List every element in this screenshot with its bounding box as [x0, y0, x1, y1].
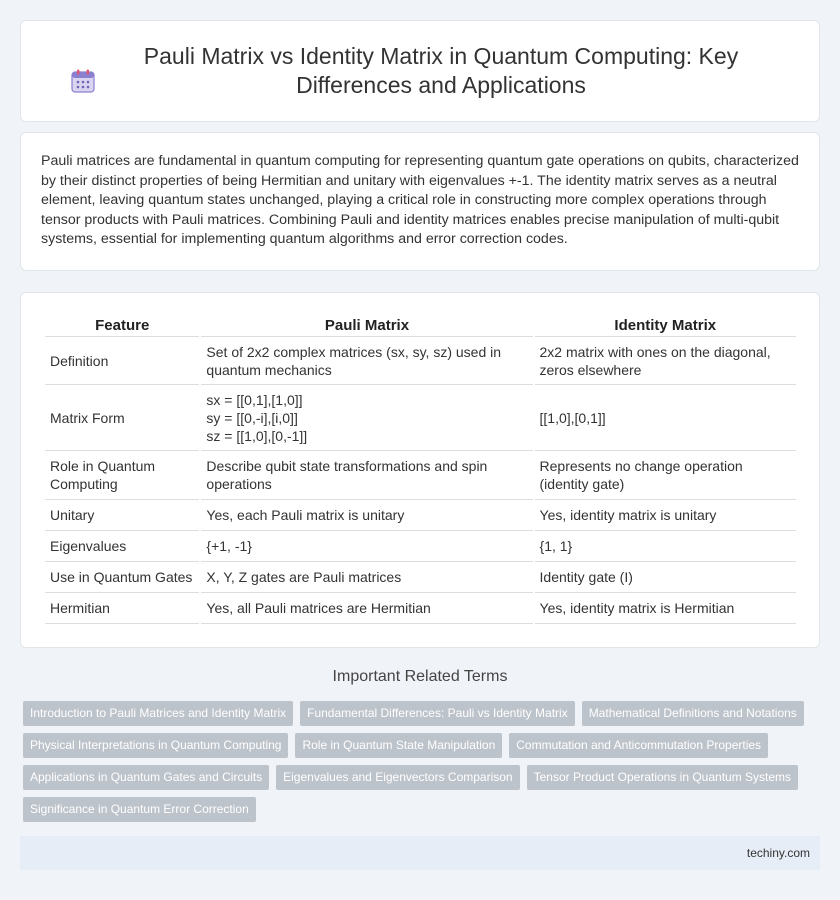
comparison-card: [20, 292, 820, 648]
cell-feature: Hermitian: [45, 593, 199, 624]
header-pauli: Pauli Matrix: [201, 313, 532, 337]
related-tag[interactable]: Applications in Quantum Gates and Circuits: [23, 765, 269, 790]
cell-feature: Unitary: [45, 500, 199, 531]
intro-card: [20, 132, 820, 271]
cell-feature: Matrix Form: [45, 385, 199, 451]
table-row: [45, 531, 796, 562]
related-tag[interactable]: Role in Quantum State Manipulation: [295, 733, 502, 758]
cell-pauli: [201, 385, 532, 451]
cell-feature: Definition: [45, 337, 199, 385]
cell-pauli: {+1, -1}: [201, 531, 532, 562]
cell-feature: Use in Quantum Gates: [45, 562, 199, 593]
related-tag[interactable]: Significance in Quantum Error Correction: [23, 797, 256, 822]
table-row: [45, 337, 796, 385]
title-wrap: [70, 42, 770, 100]
footer: [20, 836, 820, 870]
table-row: [45, 385, 796, 451]
cell-pauli: Yes, each Pauli matrix is unitary: [201, 500, 532, 531]
cell-identity: [[1,0],[0,1]]: [535, 385, 796, 451]
header-feature: Feature: [45, 313, 199, 337]
cell-pauli: Describe qubit state transformations and spin operations: [201, 451, 532, 500]
table-row: [45, 562, 796, 593]
related-tag[interactable]: Introduction to Pauli Matrices and Identity Matrix: [23, 701, 293, 726]
related-terms-title: Important Related Terms: [332, 668, 508, 685]
related-tag[interactable]: Physical Interpretations in Quantum Computing: [23, 733, 288, 758]
cell-feature: Role in Quantum Computing: [45, 451, 199, 500]
calendar-icon: [70, 68, 96, 94]
cell-identity: Represents no change operation (identity gate): [535, 451, 796, 500]
cell-identity: Yes, identity matrix is Hermitian: [535, 593, 796, 624]
related-tag[interactable]: Mathematical Definitions and Notations: [582, 701, 804, 726]
related-tag[interactable]: Tensor Product Operations in Quantum Systems: [527, 765, 798, 790]
cell-identity: {1, 1}: [535, 531, 796, 562]
matrix-line: sy = [[0,-i],[i,0]]: [206, 409, 298, 426]
related-tag[interactable]: Fundamental Differences: Pauli vs Identity Matrix: [300, 701, 575, 726]
table-header-row: [45, 313, 796, 337]
table-row: [45, 451, 796, 500]
cell-identity: Yes, identity matrix is unitary: [535, 500, 796, 531]
header-identity: Identity Matrix: [535, 313, 796, 337]
cell-pauli: Set of 2x2 complex matrices (sx, sy, sz) used in quantum mechanics: [201, 337, 532, 385]
related-tag[interactable]: Eigenvalues and Eigenvectors Comparison: [276, 765, 519, 790]
header-card: [20, 20, 820, 122]
cell-pauli: Yes, all Pauli matrices are Hermitian: [201, 593, 532, 624]
matrix-line: sx = [[0,1],[1,0]]: [206, 391, 303, 408]
related-tag[interactable]: Commutation and Anticommutation Properties: [509, 733, 768, 758]
intro-paragraph: Pauli matrices are fundamental in quantum computing for representing quantum gate operations on qubits, characterized by their distinct properties of being Hermitian and unitary with eigenvalues +-1. The identity matrix serves as a neutral element, leaving quantum states unchanged, playing a critical role in constructing more complex operations through tensor products with Pauli matrices. Combining Pauli and identity matrices enables precise manipulation of multi-qubit systems, essential for implementing quantum algorithms and error correction codes.: [41, 153, 799, 248]
footer-site-link[interactable]: techiny.com: [746, 846, 810, 860]
comparison-table: [43, 313, 798, 624]
matrix-line: sz = [[1,0],[0,-1]]: [206, 427, 308, 444]
cell-identity: 2x2 matrix with ones on the diagonal, zeros elsewhere: [535, 337, 796, 385]
cell-pauli: X, Y, Z gates are Pauli matrices: [201, 562, 532, 593]
cell-identity: Identity gate (I): [535, 562, 796, 593]
page-title: Pauli Matrix vs Identity Matrix in Quantum Computing: Key Differences and Applications: [143, 43, 739, 98]
table-row: [45, 593, 796, 624]
related-terms-list: [23, 701, 823, 822]
table-row: [45, 500, 796, 531]
cell-feature: Eigenvalues: [45, 531, 199, 562]
